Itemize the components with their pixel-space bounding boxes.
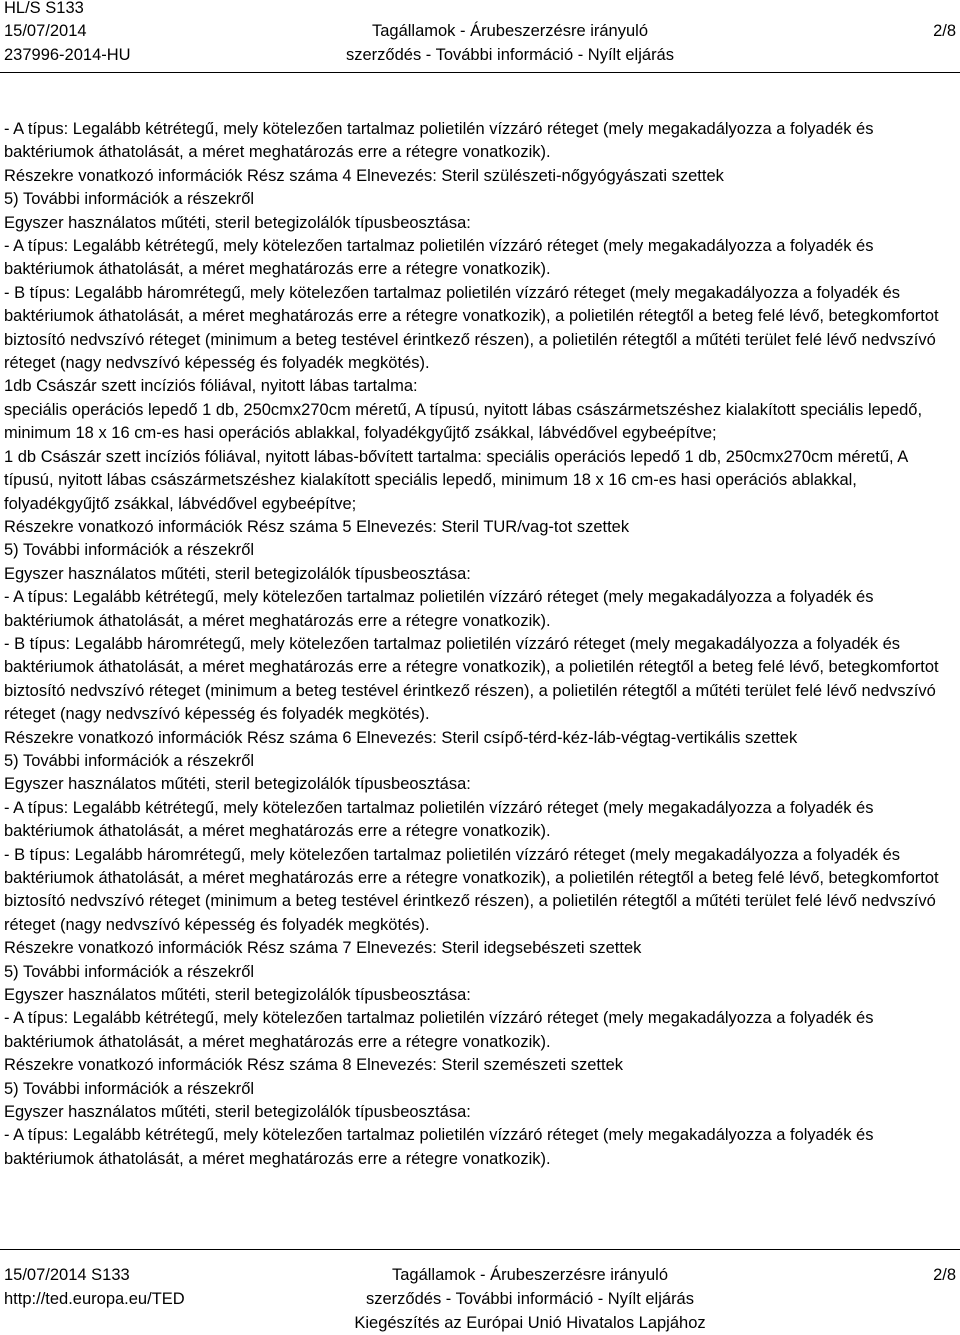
header-notice-id: 237996-2014-HU xyxy=(4,46,131,64)
paragraph: - A típus: Legalább kétrétegű, mely kötelezően tartalmaz polietilén vízzáró réteget (mely megakadályozza a folyadék és baktériumok áthatolását, a méret meghatározás erre a rétegre vonatkozik). xyxy=(4,588,874,630)
paragraph: - A típus: Legalább kétrétegű, mely kötelezően tartalmaz polietilén vízzáró réteget (mely megakadályozza a folyadék és baktériumok áthatolását, a méret meghatározás erre a rétegre vonatkozik). xyxy=(4,1126,874,1168)
paragraph: - A típus: Legalább kétrétegű, mely kötelezően tartalmaz polietilén vízzáró réteget (mely megakadályozza a folyadék és baktériumok áthatolását, a méret meghatározás erre a rétegre vonatkozik). xyxy=(4,237,874,279)
footer-title-line-3: Kiegészítés az Európai Unió Hivatalos Lapjához xyxy=(354,1314,706,1332)
paragraph: - B típus: Legalább háromrétegű, mely kötelezően tartalmaz polietilén vízzáró réteget (mely megakadályozza a folyadék és baktériumok áthatolását, a méret meghatározás erre a rétegre vonatkozik), a polietilén rétegtől a beteg felé lévő, betegkomfortot biztosító nedvszívó réteget (minimum a beteg testével érintkező részen), a polietilén rétegtől a műtéti terület felé lévő nedvszívó réteget (nagy nedvszívó képesség és folyadék megkötés). xyxy=(4,283,939,373)
footer-url: http://ted.europa.eu/TED xyxy=(4,1290,185,1308)
footer-rule xyxy=(0,1249,960,1250)
paragraph: Részekre vonatkozó információk Rész száma 8 Elnevezés: Steril szemészeti szettek xyxy=(4,1056,623,1075)
paragraph: Egyszer használatos műtéti, steril betegizolálók típusbeosztása: xyxy=(4,986,471,1005)
paragraph: 5) További információk a részekről xyxy=(4,751,255,770)
paragraph: 1db Császár szett incíziós fóliával, nyitott lábas tartalma: xyxy=(4,377,418,396)
footer-title-line-1: Tagállamok - Árubeszerzésre irányuló xyxy=(391,1266,669,1284)
paragraph: 5) További információk a részekről xyxy=(4,190,255,209)
paragraph: Egyszer használatos műtéti, steril betegizolálók típusbeosztása: xyxy=(4,213,471,232)
header-title-line-2: szerződés - További információ - Nyílt eljárás xyxy=(346,46,674,64)
header-doc-code: HL/S S133 xyxy=(4,0,84,17)
paragraph: speciális operációs lepedő 1 db, 250cmx270cm méretű, A típusú, nyitott lábas császármetszéshez kialakított speciális lepedő, minimum 18 x 16 cm-es hasi operációs ablakkal, folyadékgyűjtő zsákkal, lábvédővel egybeépítve; xyxy=(4,400,923,443)
header-page-number: 2/8 xyxy=(933,22,956,40)
paragraph: Részekre vonatkozó információk Rész száma 5 Elnevezés: Steril TUR/vag-tot szettek xyxy=(4,517,630,536)
paragraph: - B típus: Legalább háromrétegű, mely kötelezően tartalmaz polietilén vízzáró réteget (mely megakadályozza a folyadék és baktériumok áthatolását, a méret meghatározás erre a rétegre vonatkozik), a polietilén rétegtől a beteg felé lévő, betegkomfortot biztosító nedvszívó réteget (minimum a beteg testével érintkező részen), a polietilén rétegtől a műtéti terület felé lévő nedvszívó réteget (nagy nedvszívó képesség és folyadék megkötés). xyxy=(4,634,939,724)
paragraph: 5) További információk a részekről xyxy=(4,1079,255,1098)
paragraph: - B típus: Legalább háromrétegű, mely kötelezően tartalmaz polietilén vízzáró réteget (mely megakadályozza a folyadék és baktériumok áthatolását, a méret meghatározás erre a rétegre vonatkozik), a polietilén rétegtől a beteg felé lévő, betegkomfortot biztosító nedvszívó réteget (minimum a beteg testével érintkező részen), a polietilén rétegtől a műtéti terület felé lévő nedvszívó réteget (nagy nedvszívó képesség és folyadék megkötés). xyxy=(4,845,939,934)
paragraph: Részekre vonatkozó információk Rész száma 6 Elnevezés: Steril csípő-térd-kéz-láb-végtag-vertikális szettek xyxy=(4,728,798,747)
document-body xyxy=(4,118,954,1171)
paragraph: 5) További információk a részekről xyxy=(4,962,255,981)
paragraph: Egyszer használatos műtéti, steril betegizolálók típusbeosztása: xyxy=(4,564,471,583)
paragraph: Egyszer használatos műtéti, steril betegizolálók típusbeosztása: xyxy=(4,775,471,794)
paragraph: - A típus: Legalább kétrétegű, mely kötelezően tartalmaz polietilén vízzáró réteget (mely megakadályozza a folyadék és baktériumok áthatolását, a méret meghatározás erre a rétegre vonatkozik). xyxy=(4,1009,874,1051)
page-header xyxy=(0,0,960,72)
footer-title-line-2: szerződés - További információ - Nyílt eljárás xyxy=(366,1290,694,1308)
header-date: 15/07/2014 xyxy=(4,22,87,40)
paragraph: Részekre vonatkozó információk Rész száma 7 Elnevezés: Steril idegsebészeti szettek xyxy=(4,939,642,958)
paragraph: Egyszer használatos műtéti, steril betegizolálók típusbeosztása: xyxy=(4,1103,471,1122)
paragraph: - A típus: Legalább kétrétegű, mely kötelezően tartalmaz polietilén vízzáró réteget (mely megakadályozza a folyadék és baktériumok áthatolását, a méret meghatározás erre a rétegre vonatkozik). xyxy=(4,798,874,841)
paragraph: - A típus: Legalább kétrétegű, mely kötelezően tartalmaz polietilén vízzáró réteget (mely megakadályozza a folyadék és baktériumok áthatolását, a méret meghatározás erre a rétegre vonatkozik). xyxy=(4,120,874,162)
header-title-line-1: Tagállamok - Árubeszerzésre irányuló xyxy=(371,22,649,40)
paragraph: 1 db Császár szett incíziós fóliával, nyitott lábas-bővített tartalma: speciális operációs lepedő 1 db, 250cmx270cm méretű, A típusú, nyitott lábas császármetszéshez kialakított speciális lepedő, minimum 18 x 16 cm-es hasi operációs ablakkal, folyadékgyűjtő zsákkal, lábvédővel egybeépítve; xyxy=(4,447,908,513)
footer-page-number: 2/8 xyxy=(933,1266,956,1284)
paragraph: Részekre vonatkozó információk Rész száma 4 Elnevezés: Steril szülészeti-nőgyógyászati szettek xyxy=(4,166,724,185)
header-rule xyxy=(0,72,960,73)
paragraph: 5) További információk a részekről xyxy=(4,541,255,560)
footer-date-issue: 15/07/2014 S133 xyxy=(4,1266,130,1284)
